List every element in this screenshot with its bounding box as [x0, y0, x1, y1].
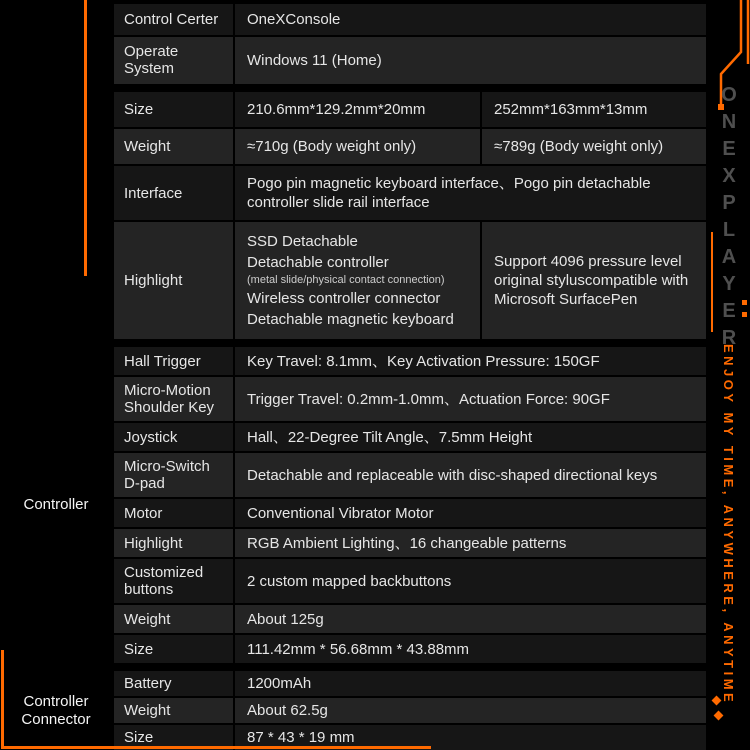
spec-label-cell [113, 346, 234, 376]
spec-value-cell [234, 558, 707, 604]
spec-row [113, 422, 707, 452]
spec-section [0, 345, 706, 665]
spec-value-text: Detachable and replaceable with disc-shaped directional keys [247, 466, 658, 484]
section-side-label-empty [0, 2, 112, 86]
spec-value-cell [234, 221, 481, 340]
spec-row [113, 697, 707, 724]
spec-label-text: Operate System [124, 43, 179, 77]
spec-value-cell [234, 528, 707, 558]
brand-vertical-text: ONEXPLAYER [718, 84, 740, 354]
spec-value-text: Pogo pin magnetic keyboard interface、Pogo pin detachable controller slide rail interface [247, 175, 651, 211]
spec-row [113, 165, 707, 221]
spec-value-text: About 62.5g [247, 702, 328, 719]
bottom-left-accent-vertical [1, 650, 4, 747]
spec-value-text: OneXConsole [247, 11, 341, 28]
spec-label-text: Micro-Switch D-pad [124, 457, 210, 492]
rail-accent-line [711, 232, 713, 332]
spec-label-cell [113, 3, 234, 36]
spec-label-cell [113, 558, 234, 604]
spec-value-text: Support 4096 pressure level original styluscompatible with Microsoft SurfacePen [494, 253, 689, 308]
spec-label-text: Weight [124, 138, 171, 155]
spec-label-cell [113, 452, 234, 498]
accent-diamond [712, 696, 722, 706]
spec-value-cell [234, 128, 481, 165]
spec-label-cell [113, 36, 234, 85]
spec-value-text: 1200mAh [247, 675, 312, 692]
spec-row [113, 36, 707, 85]
spec-value-text: About 125g [247, 610, 324, 628]
spec-table [112, 669, 708, 750]
spec-label-text: Control Certer [124, 11, 219, 28]
spec-label-text: Size [124, 640, 154, 658]
spec-label-text: Interface [124, 184, 183, 202]
spec-value-cell [234, 165, 707, 221]
bottom-left-accent-horizontal [1, 746, 431, 749]
spec-section [0, 2, 706, 86]
spec-label-cell [113, 221, 234, 340]
spec-label-text: Motor [124, 504, 163, 522]
spec-value-text: 252mm*163mm*13mm [494, 101, 648, 118]
spec-value-text: Conventional Vibrator Motor [247, 504, 434, 522]
spec-row [113, 634, 707, 664]
accent-square [742, 300, 747, 305]
spec-label-text: Battery [124, 675, 172, 692]
accent-square [742, 312, 747, 317]
spec-label-cell [113, 376, 234, 422]
spec-label-text: Weight [124, 610, 171, 628]
spec-label-text: Highlight [124, 534, 183, 552]
spec-table [112, 345, 708, 665]
spec-row [113, 346, 707, 376]
spec-value-cell [234, 36, 707, 85]
spec-label-text: Joystick [124, 428, 178, 446]
spec-value-cell [234, 697, 707, 724]
spec-value-text: 2 custom mapped backbuttons [247, 572, 452, 590]
spec-value-cell [234, 91, 481, 128]
spec-label-cell [113, 165, 234, 221]
spec-label-cell [113, 422, 234, 452]
spec-section [0, 90, 706, 341]
spec-table [112, 90, 708, 341]
spec-value-text: Windows 11 (Home) [247, 52, 382, 69]
section-side-label-empty [0, 90, 112, 341]
spec-row [113, 558, 707, 604]
spec-value-cell [481, 91, 707, 128]
spec-label-cell [113, 498, 234, 528]
spec-row [113, 128, 707, 165]
spec-label-cell [113, 604, 234, 634]
spec-row [113, 528, 707, 558]
spec-row [113, 604, 707, 634]
spec-value-line: SSD Detachable [247, 233, 358, 250]
spec-value-text: 87 * 43 * 19 mm [247, 729, 355, 746]
right-rail [706, 0, 750, 750]
spec-value-cell [234, 422, 707, 452]
spec-value-text: 111.42mm * 56.68mm * 43.88mm [247, 640, 470, 658]
spec-label-text: Hall Trigger [124, 352, 201, 370]
spec-value-text: 210.6mm*129.2mm*20mm [247, 101, 426, 118]
spec-row [113, 498, 707, 528]
spec-value-text: Trigger Travel: 0.2mm-1.0mm、Actuation Force: 90GF [247, 390, 610, 408]
spec-label-text: Micro-Motion Shoulder Key [124, 381, 215, 416]
spec-value-text: Hall、22-Degree Tilt Angle、7.5mm Height [247, 428, 533, 446]
spec-label-cell [113, 528, 234, 558]
spec-value-cell [234, 3, 707, 36]
spec-label-cell [113, 670, 234, 697]
spec-label-text: Weight [124, 702, 171, 719]
spec-table [112, 2, 708, 86]
spec-value-text: RGB Ambient Lighting、16 changeable patterns [247, 534, 567, 552]
spec-label-text: Size [124, 101, 154, 118]
spec-value-cell [234, 346, 707, 376]
spec-value-cell [234, 498, 707, 528]
spec-label-cell [113, 697, 234, 724]
spec-row [113, 452, 707, 498]
spec-value-line: Detachable magnetic keyboard [247, 311, 454, 328]
spec-value-text: ≈789g (Body weight only) [494, 138, 664, 155]
spec-value-text: ≈710g (Body weight only) [247, 138, 417, 155]
spec-value-text: Key Travel: 8.1mm、Key Activation Pressure: 150GF [247, 352, 600, 370]
section-side-label-text: Controller [23, 496, 89, 513]
spec-section [0, 669, 706, 750]
spec-label-cell [113, 634, 234, 664]
spec-row [113, 3, 707, 36]
spec-label-cell [113, 91, 234, 128]
spec-label-cell [113, 128, 234, 165]
spec-value-cell [234, 634, 707, 664]
spec-row [113, 670, 707, 697]
spec-value-cell [234, 604, 707, 634]
spec-row [113, 376, 707, 422]
spec-label-text: Customized buttons [124, 563, 204, 598]
spec-value-cell [234, 452, 707, 498]
spec-row [113, 221, 707, 340]
section-side-label [0, 669, 112, 750]
spec-value-cell [234, 670, 707, 697]
section-side-label-text: Controller Connector [21, 692, 91, 728]
slogan-vertical-text: ENJOY MY TIME, ANYWHERE, ANYTIME [721, 344, 736, 706]
section-side-label [0, 345, 112, 665]
spec-label-text: Highlight [124, 272, 183, 289]
spec-value-line: Detachable controller [247, 254, 389, 271]
accent-diamond [714, 711, 724, 721]
spec-value-cell [481, 128, 707, 165]
spec-value-line: (metal slide/physical contact connection) [247, 274, 445, 286]
spec-value-cell [481, 221, 707, 340]
spec-label-text: Size [124, 729, 154, 746]
spec-value-cell [234, 376, 707, 422]
spec-value-line: Wireless controller connector [247, 290, 441, 307]
spec-row [113, 91, 707, 128]
